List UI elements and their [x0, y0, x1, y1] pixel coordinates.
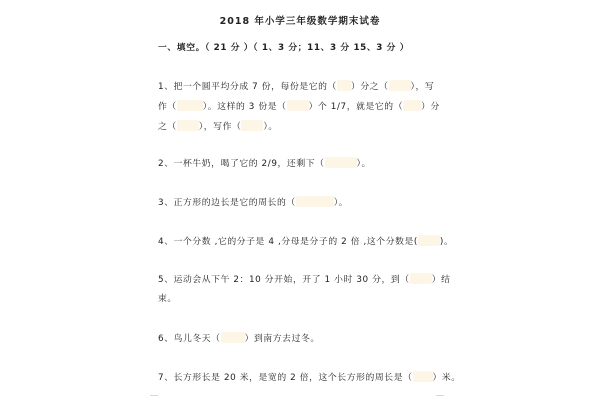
- answer-blank[interactable]: [410, 273, 432, 284]
- answer-blank[interactable]: [177, 120, 199, 131]
- question-3: 3、正方形的边长是它的周长的（ ）。: [158, 198, 349, 208]
- answer-blank[interactable]: [287, 100, 309, 111]
- answer-blank[interactable]: [418, 235, 440, 246]
- question-6: 6、鸟儿冬天（ ）到南方去过冬。: [158, 334, 320, 344]
- answer-blank[interactable]: [241, 120, 263, 131]
- question-1-line-2: 作（ ）。这样的 3 份是（ ）个 1/7，就是它的（ ）分: [158, 102, 440, 112]
- question-7: 7、长方形长是 20 米，是宽的 2 倍，这个长方形的周长是（ ）米。: [158, 373, 461, 383]
- question-5-line-1: 5、运动会从下午 2：10 分开始，开了 1 小时 30 分，到（ ）结: [158, 275, 451, 285]
- question-2: 2、一杯牛奶，喝了它的 2/9，还剩下（ ）。: [158, 159, 371, 169]
- answer-blank[interactable]: [325, 157, 357, 168]
- answer-blank[interactable]: [389, 80, 411, 91]
- answer-blank[interactable]: [296, 196, 334, 207]
- question-1-line-3: 之（ ），写作（ ）。: [158, 122, 278, 132]
- section-heading: 一、填空。（ 21 分 ）（ 1、3 分；11、3 分 15、3 分 ）: [158, 43, 410, 53]
- answer-blank[interactable]: [403, 100, 421, 111]
- answer-blank[interactable]: [177, 100, 203, 111]
- page-mark-right: [436, 395, 444, 396]
- page-mark-left: [150, 395, 158, 396]
- answer-blank[interactable]: [337, 80, 351, 91]
- exam-title: 2018 年小学三年级数学期末试卷: [219, 16, 381, 27]
- question-1-line-1: 1、把一个圆平均分成 7 份，每份是它的（ ）分之（ ），写: [158, 82, 435, 92]
- answer-blank[interactable]: [221, 332, 245, 343]
- answer-blank[interactable]: [413, 371, 433, 382]
- question-5-line-2: 束。: [158, 294, 177, 304]
- question-4: 4、一个分数 ,它的分子是 4 ,分母是分子的 2 倍 ,这个分数是( )。: [158, 237, 454, 247]
